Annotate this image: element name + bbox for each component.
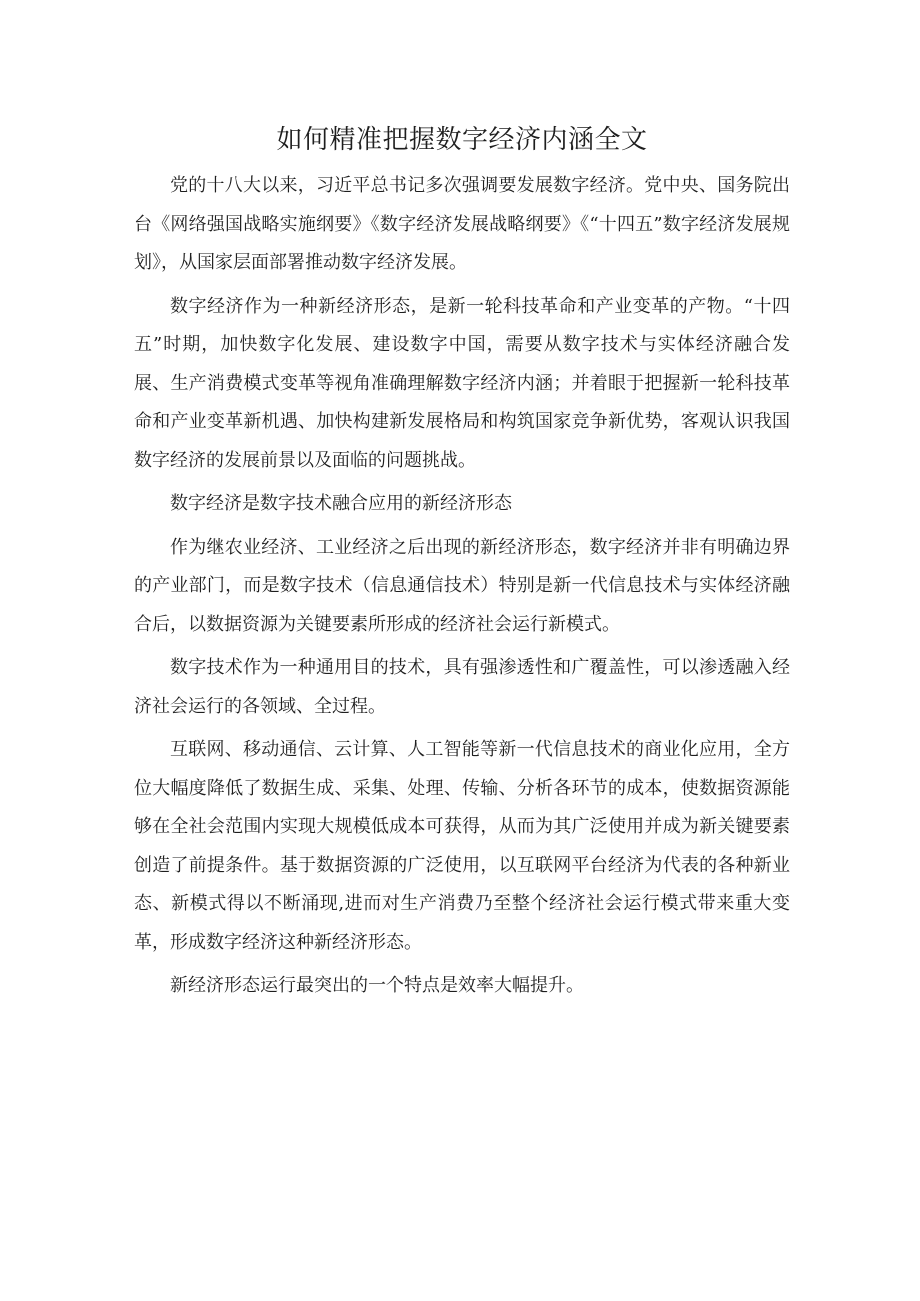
paragraph-intro: 党的十八大以来，习近平总书记多次强调要发展数字经济。党中央、国务院出台《网络强国战略实施纲要》《数字经济发展战略纲要》《“十四五”数字经济发展规划》，从国家层面部署推动数字经济发展。	[134, 175, 790, 273]
paragraph-general-purpose-technology: 数字技术作为一种通用目的技术，具有强渗透性和广覆盖性，可以渗透融入经济社会运行的各领域、全过程。	[134, 657, 790, 717]
paragraph-new-economic-form: 数字经济作为一种新经济形态，是新一轮科技革命和产业变革的产物。“十四五”时期，加快数字化发展、建设数字中国，需要从数字技术与实体经济融合发展、生产消费模式变革等视角准确理解数字经济内涵；并着眼于把握新一轮科技革命和产业变革新机遇、加快构建新发展格局和构筑国家竞争新优势，客观认识我国数字经济的发展前景以及面临的问题挑战。	[134, 295, 790, 471]
paragraph-efficiency: 新经济形态运行最突出的一个特点是效率大幅提升。	[170, 975, 584, 996]
document-title: 如何精准把握数字经济内涵全文	[276, 125, 648, 155]
document-body	[134, 118, 790, 1006]
paragraph-definition: 作为继农业经济、工业经济之后出现的新经济形态，数字经济并非有明确边界的产业部门，而是数字技术（信息通信技术）特别是新一代信息技术与实体经济融合后，以数据资源为关键要素所形成的经济社会运行新模式。	[134, 536, 790, 635]
paragraph-commercialization: 互联网、移动通信、云计算、人工智能等新一代信息技术的商业化应用，全方位大幅度降低了数据生成、采集、处理、传输、分析各环节的成本，使数据资源能够在全社会范围内实现大规模低成本可获得，从而为其广泛使用并成为新关键要素创造了前提条件。基于数据资源的广泛使用，以互联网平台经济为代表的各种新业态、新模式得以不断涌现,进而对生产消费乃至整个经济社会运行模式带来重大变革，形成数字经济这种新经济形态。	[134, 739, 790, 953]
section-heading: 数字经济是数字技术融合应用的新经济形态	[170, 493, 512, 514]
